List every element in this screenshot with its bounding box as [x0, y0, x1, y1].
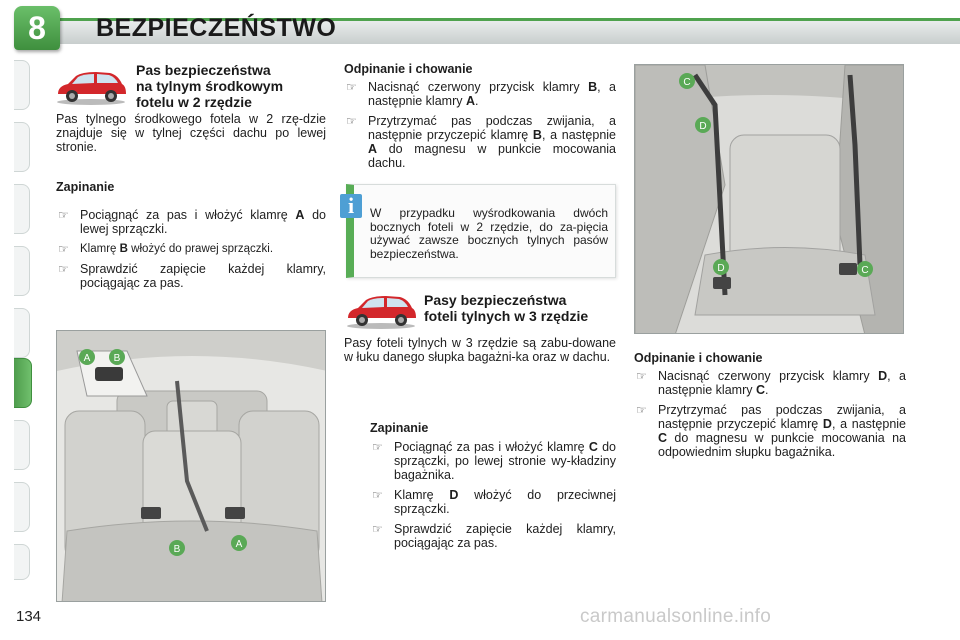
photo-label-c: C: [861, 265, 869, 276]
section2-fastening-steps: [370, 440, 616, 556]
section1-release-steps: [344, 80, 616, 176]
list-item: ☞ Pociągnąć za pas i włożyć klamrę C do sprzączki, po lewej stronie wy-kładziny bagażnika.: [370, 440, 616, 482]
section2-fastening-title: Zapinanie: [370, 421, 429, 435]
chapter-tab-11[interactable]: [14, 544, 30, 580]
list-item: ☞ Przytrzymać pas podczas zwijania, a następnie przyczepić klamrę B, a następnie A do magnesu w punkcie mocowania dachu.: [344, 114, 616, 170]
section2-release-title: Odpinanie i chowanie: [634, 351, 763, 365]
photo-label-a: A: [83, 353, 91, 364]
chapter-tab-2[interactable]: [14, 122, 30, 172]
photo-label-c: C: [683, 77, 691, 88]
photo-label-d: D: [717, 263, 725, 274]
chapter-tab-8-active[interactable]: [14, 358, 32, 408]
chapter-tab-4[interactable]: [14, 246, 30, 296]
chapter-tab-5[interactable]: [14, 308, 30, 358]
car-icon-section2: [344, 290, 418, 330]
rear-seat-belt-photo-3rd-row: [634, 64, 904, 334]
chapter-tab-10[interactable]: [14, 482, 30, 532]
section2-title: Pasy bezpieczeństwa foteli tylnych w 3 rzędzie: [424, 292, 589, 324]
photo-label-b: B: [113, 353, 121, 364]
list-item: ☞ Przytrzymać pas podczas zwijania, a następnie przyczepić klamrę D, a następnie C do magnesu w punkcie mocowania na odpowiednim słupku bagażnika.: [634, 403, 906, 459]
section2-intro: Pasy foteli tylnych w 3 rzędzie są zabu-dowane w łuku danego słupka bagażni-ka oraz w dachu.: [344, 336, 616, 364]
section1-intro: Pas tylnego środkowego fotela w 2 rzę-dzie znajduje się w tylnej części dachu po lewej stronie.: [56, 112, 326, 154]
car-icon-section1: [54, 66, 128, 106]
page-title: BEZPIECZEŃSTWO: [96, 14, 337, 42]
list-item: ☞ Nacisnąć czerwony przycisk klamry D, a następnie klamry C.: [634, 369, 906, 397]
chapter-tab-9[interactable]: [14, 420, 30, 470]
list-item: ☞ Klamrę D włożyć do przeciwnej sprzączki.: [370, 488, 616, 516]
list-item: ☞ Klamrę B włożyć do prawej sprzączki.: [56, 242, 326, 256]
section1-fastening-title: Zapinanie: [56, 180, 115, 194]
chapter-badge: 8: [14, 6, 60, 50]
photo-label-d: D: [699, 121, 707, 132]
page-number: 134: [16, 608, 42, 625]
photo-label-a: A: [235, 539, 243, 550]
list-item: ☞ Nacisnąć czerwony przycisk klamry B, a następnie klamry A.: [344, 80, 616, 108]
page-header: [0, 0, 960, 50]
section1-fastening-steps: [56, 208, 326, 296]
chapter-tab-1[interactable]: [14, 60, 30, 110]
rear-seat-belt-photo-2nd-row: [56, 330, 326, 602]
list-item: ☞ Sprawdzić zapięcie każdej klamry, pociągając za pas.: [56, 262, 326, 290]
list-item: ☞ Pociągnąć za pas i włożyć klamrę A do lewej sprzączki.: [56, 208, 326, 236]
chapter-tab-3[interactable]: [14, 184, 30, 234]
info-box-text: W przypadku wyśrodkowania dwóch bocznych foteli w 2 rzędzie, do za-pięcia używać zawsze bocznych tylnych pasów bezpieczeństwa.: [370, 206, 608, 261]
photo-label-b: B: [173, 544, 181, 555]
section1-release-title: Odpinanie i chowanie: [344, 62, 473, 76]
chapter-tabs: [14, 60, 32, 580]
list-item: ☞ Sprawdzić zapięcie każdej klamry, pociągając za pas.: [370, 522, 616, 550]
watermark: carmanualsonline.info: [580, 606, 772, 627]
info-icon: i: [340, 194, 362, 218]
section1-title: Pas bezpieczeństwa na tylnym środkowym fotelu w 2 rzędzie: [136, 62, 284, 110]
section2-release-steps: [634, 369, 906, 465]
